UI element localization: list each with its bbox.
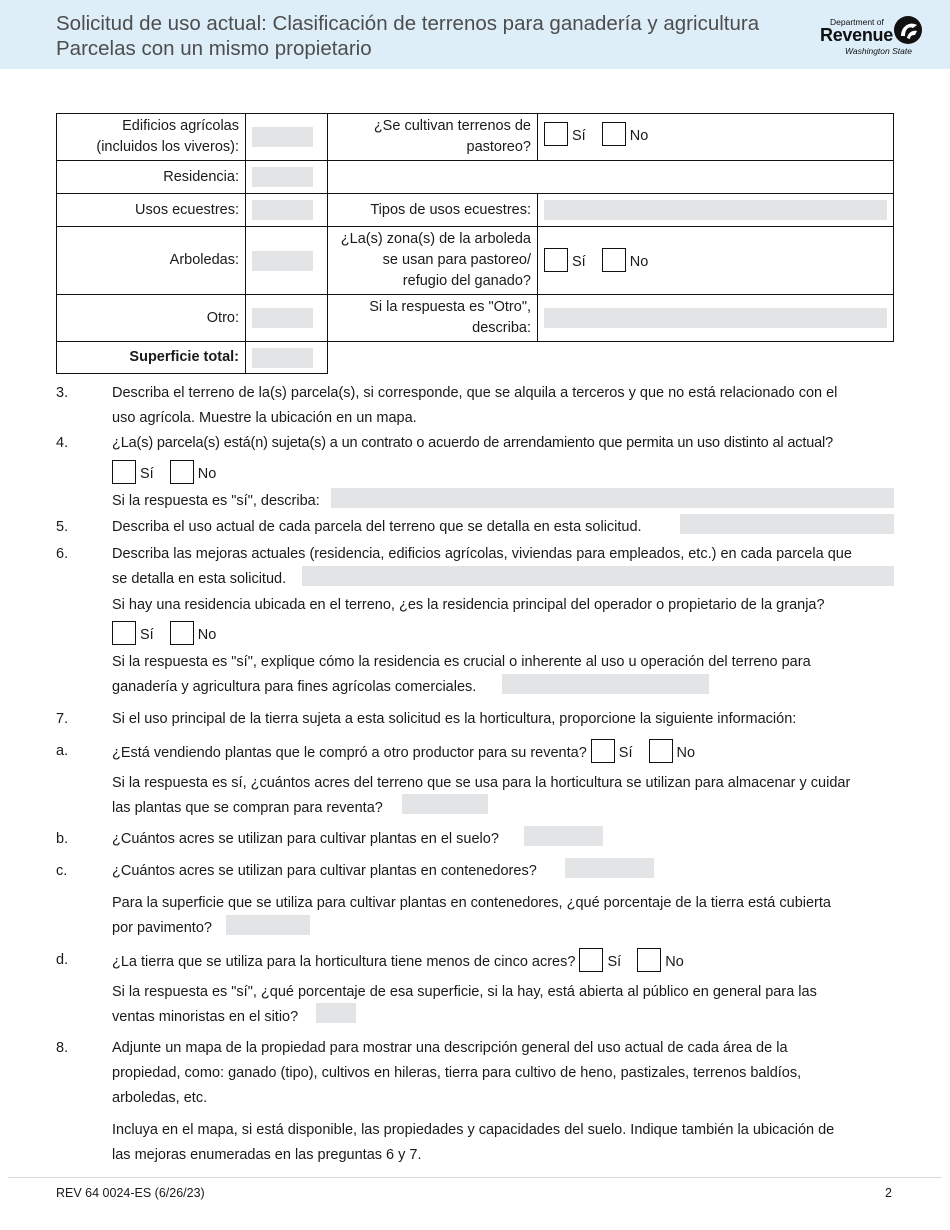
pasture-yes-checkbox[interactable] <box>544 122 568 146</box>
q7d-text: ¿La tierra que se utiliza para la horticultura tiene menos de cinco acres? Sí No <box>112 948 684 975</box>
q4-describe-field[interactable] <box>331 488 894 508</box>
logo-department-text: Department of <box>830 17 884 27</box>
page-title-line2: Parcelas con un mismo propietario <box>56 37 372 60</box>
q7-number: 7. <box>56 711 69 727</box>
q7-text: Si el uso principal de la tierra sujeta a esta solicitud es la horticultura, proporcione la siguiente información: <box>112 711 797 727</box>
page-title-line1: Solicitud de uso actual: Clasificación de terrenos para ganadería y agricultura <box>56 12 760 35</box>
q7d-letter: d. <box>56 952 69 968</box>
q4-describe-label: Si la respuesta es "sí", describa: <box>112 493 320 509</box>
q4-yes-no: Sí No <box>112 460 216 487</box>
q6-explain-text: Si la respuesta es "sí", explique cómo la residencia es crucial o inherente al uso u operación del terreno para ganadería y agricultura para fines agrícolas comerciales. <box>112 654 811 695</box>
q7d-no-checkbox[interactable] <box>637 948 661 972</box>
equestrian-acres-field[interactable] <box>252 200 313 220</box>
other-describe-label: Si la respuesta es "Otro", describa: <box>328 295 538 342</box>
pasture-no-checkbox[interactable] <box>602 122 626 146</box>
q7a-letter: a. <box>56 743 69 759</box>
q6-improvements-field[interactable] <box>302 566 894 586</box>
q6-yes-checkbox[interactable] <box>112 621 136 645</box>
q6-explain-field[interactable] <box>502 674 709 694</box>
q6-no-checkbox[interactable] <box>170 621 194 645</box>
pasture-yes-no: Sí No <box>544 128 660 144</box>
q4-number: 4. <box>56 435 69 451</box>
other-describe-field[interactable] <box>544 308 887 328</box>
q7a-sub-text: Si la respuesta es sí, ¿cuántos acres del terreno que se usa para la horticultura se utilizan para almacenar y cuidar las plantas que se compran para reventa? <box>112 775 851 816</box>
q5-text: Describa el uso actual de cada parcela del terreno que se detalla en esta solicitud. <box>112 519 642 535</box>
page-number: 2 <box>885 1186 892 1200</box>
logo-state-text: Washington State <box>845 46 912 56</box>
q7c-letter: c. <box>56 863 68 879</box>
q7b-text: ¿Cuántos acres se utilizan para cultivar plantas en el suelo? <box>112 831 499 847</box>
page-header <box>0 0 950 69</box>
q7d-yes-checkbox[interactable] <box>579 948 603 972</box>
form-id: REV 64 0024-ES (6/26/23) <box>56 1186 205 1200</box>
residence-empty-cell <box>328 161 894 194</box>
footer-divider <box>8 1177 942 1178</box>
residence-acres-field[interactable] <box>252 167 313 187</box>
q7c-text: ¿Cuántos acres se utilizan para cultivar plantas en contenedores? <box>112 863 537 879</box>
woodlots-label: Arboledas: <box>57 227 246 295</box>
q7a-acres-field[interactable] <box>402 794 488 814</box>
q7a-text: ¿Está vendiendo plantas que le compró a otro productor para su reventa? Sí No <box>112 739 695 766</box>
total-acres-field[interactable] <box>252 348 313 368</box>
page-title <box>56 11 759 61</box>
woodlot-no-checkbox[interactable] <box>602 248 626 272</box>
residence-label: Residencia: <box>57 161 246 194</box>
woodlot-yes-no: Sí No <box>544 254 660 270</box>
pasture-question-label: ¿Se cultivan terrenos de pastoreo? <box>328 114 538 161</box>
q7a-no-checkbox[interactable] <box>649 739 673 763</box>
q7b-acres-field[interactable] <box>524 826 603 846</box>
logo-revenue-text: Revenue <box>820 25 893 45</box>
q7c-acres-field[interactable] <box>565 858 654 878</box>
q7b-letter: b. <box>56 831 69 847</box>
dor-logo <box>820 13 930 59</box>
equestrian-types-label: Tipos de usos ecuestres: <box>328 194 538 227</box>
q7d-sub-text: Si la respuesta es "sí", ¿qué porcentaje de esa superficie, si la hay, está abierta al público en general para las ventas minoristas en el sitio? <box>112 984 817 1025</box>
q6-residence-question: Si hay una residencia ubicada en el terreno, ¿es la residencia principal del operador o propietario de la granja? <box>112 597 825 613</box>
q4-text: ¿La(s) parcela(s) está(n) sujeta(s) a un contrato o acuerdo de arrendamiento que permita un uso distinto al actual? <box>112 435 834 451</box>
q4-yes-checkbox[interactable] <box>112 460 136 484</box>
farm-buildings-acres-field[interactable] <box>252 127 313 147</box>
q3-text: Describa el terreno de la(s) parcela(s), si corresponde, que se alquila a terceros y que no está relacionado con el uso agrícola. Muestre la ubicación en un mapa. <box>112 385 838 426</box>
woodlots-acres-field[interactable] <box>252 251 313 271</box>
equestrian-label: Usos ecuestres: <box>57 194 246 227</box>
q8-map-text: Incluya en el mapa, si está disponible, las propiedades y capacidades del suelo. Indique también la ubicación de las mejoras enumeradas en las preguntas 6 y 7. <box>112 1122 835 1163</box>
equestrian-types-field[interactable] <box>544 200 887 220</box>
woodlot-question-label: ¿La(s) zona(s) de la arboleda se usan para pastoreo/ refugio del ganado? <box>328 227 538 295</box>
q8-number: 8. <box>56 1040 69 1056</box>
q6-number: 6. <box>56 546 69 562</box>
woodlot-yes-checkbox[interactable] <box>544 248 568 272</box>
q6-text: Describa las mejoras actuales (residencia, edificios agrícolas, viviendas para empleados, etc.) en cada parcela que se detalla en esta solicitud. <box>112 546 852 587</box>
q4-no-checkbox[interactable] <box>170 460 194 484</box>
q5-field[interactable] <box>680 514 894 534</box>
q3-number: 3. <box>56 385 69 401</box>
q5-number: 5. <box>56 519 69 535</box>
q7c-sub-text: Para la superficie que se utiliza para cultivar plantas en contenedores, ¿qué porcentaje de la tierra está cubierta por pavimento? <box>112 895 831 936</box>
farm-buildings-label: Edificios agrícolas (incluidos los viveros): <box>57 114 246 161</box>
q8-text: Adjunte un mapa de la propiedad para mostrar una descripción general del uso actual de cada área de la propiedad, como: ganado (tipo), cultivos en hileras, tierra para cultivo de heno, pastizales, terrenos baldíos, arboledas, etc. <box>112 1040 802 1106</box>
q7c-pavement-field[interactable] <box>226 915 310 935</box>
other-acres-field[interactable] <box>252 308 313 328</box>
q6-yes-no: Sí No <box>112 621 216 648</box>
q7d-percent-field[interactable] <box>316 1003 356 1023</box>
other-label: Otro: <box>57 295 246 342</box>
total-acres-label: Superficie total: <box>57 342 246 374</box>
logo-swirl-icon <box>892 14 924 46</box>
q7a-yes-checkbox[interactable] <box>591 739 615 763</box>
land-use-table <box>56 113 894 374</box>
